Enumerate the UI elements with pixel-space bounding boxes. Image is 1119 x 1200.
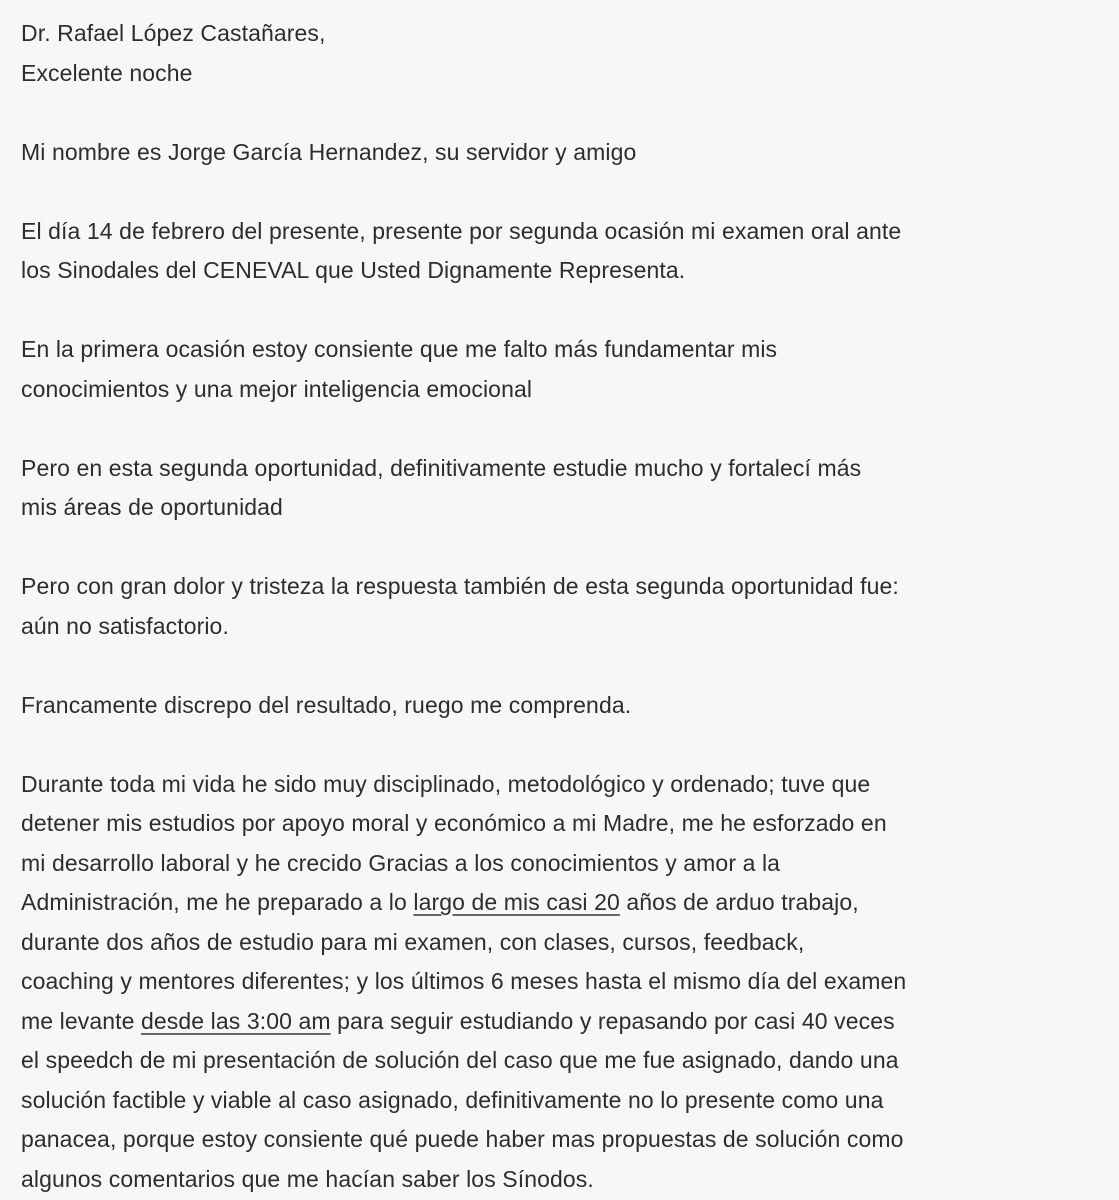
- intro-line: Mi nombre es Jorge García Hernandez, su servidor y amigo: [21, 138, 637, 165]
- salutation-line: Dr. Rafael López Castañares,: [21, 20, 326, 46]
- paragraph-gap: [21, 172, 1099, 212]
- paragraph-6-line-10: panacea, porque estoy consiente qué puede haber mas propuestas de solución como: [21, 1126, 904, 1152]
- paragraph-6-line-4: [21, 883, 1099, 923]
- paragraph-gap: [21, 93, 1099, 133]
- paragraph-gap: [21, 725, 1099, 765]
- paragraph-6-line-3: mi desarrollo laboral y he crecido Gracias a los conocimientos y amor a la: [21, 849, 781, 876]
- paragraph-4-line-1: Pero con gran dolor y tristeza la respuesta también de esta segunda oportunidad fue:: [21, 573, 899, 599]
- paragraph-gap: [21, 528, 1099, 568]
- text-segment: Administración, me he preparado a lo: [21, 889, 414, 915]
- paragraph-6-line-8: el speedch de mi presentación de solución del caso que me fue asignado, dando una: [21, 1047, 899, 1073]
- paragraph-5-line-1: Francamente discrepo del resultado, ruego me comprenda.: [21, 691, 632, 718]
- greeting-line: Excelente noche: [21, 59, 193, 86]
- paragraph-6-line-7: [21, 1002, 1099, 1042]
- underlined-phrase: largo de mis casi 20: [413, 889, 620, 915]
- paragraph-4-line-2: aún no satisfactorio.: [21, 612, 229, 639]
- paragraph-6-line-11: algunos comentarios que me hacían saber los Sínodos.: [21, 1165, 594, 1192]
- text-segment: para seguir estudiando y repasando por casi 40 veces: [330, 1007, 895, 1034]
- text-segment: me levante: [21, 1007, 141, 1034]
- paragraph-3-line-1: Pero en esta segunda oportunidad, definitivamente estudie mucho y fortalecí más: [21, 454, 862, 481]
- paragraph-6-line-2: detener mis estudios por apoyo moral y económico a mi Madre, me he esforzado en: [21, 810, 887, 836]
- paragraph-2-line-2: conocimientos y una mejor inteligencia emocional: [21, 375, 533, 402]
- paragraph-6-line-5: durante dos años de estudio para mi examen, con clases, cursos, feedback,: [21, 928, 805, 955]
- paragraph-gap: [21, 646, 1099, 686]
- paragraph-1-line-1: El día 14 de febrero del presente, presente por segunda ocasión mi examen oral ante: [21, 217, 902, 244]
- paragraph-3-line-2: mis áreas de oportunidad: [21, 494, 283, 520]
- paragraph-6-line-1: Durante toda mi vida he sido muy disciplinado, metodológico y ordenado; tuve que: [21, 770, 871, 797]
- underlined-phrase: desde las 3:00 am: [141, 1007, 331, 1034]
- paragraph-2-line-1: En la primera ocasión estoy consiente que me falto más fundamentar mis: [21, 336, 778, 362]
- text-segment: años de arduo trabajo,: [619, 889, 859, 915]
- paragraph-6-line-9: solución factible y viable al caso asignado, definitivamente no lo presente como una: [21, 1086, 884, 1113]
- paragraph-gap: [21, 291, 1099, 331]
- paragraph-1-line-2: los Sinodales del CENEVAL que Usted Dignamente Representa.: [21, 257, 686, 283]
- paragraph-6-line-6: coaching y mentores diferentes; y los últimos 6 meses hasta el mismo día del examen: [21, 968, 907, 994]
- paragraph-gap: [21, 409, 1099, 449]
